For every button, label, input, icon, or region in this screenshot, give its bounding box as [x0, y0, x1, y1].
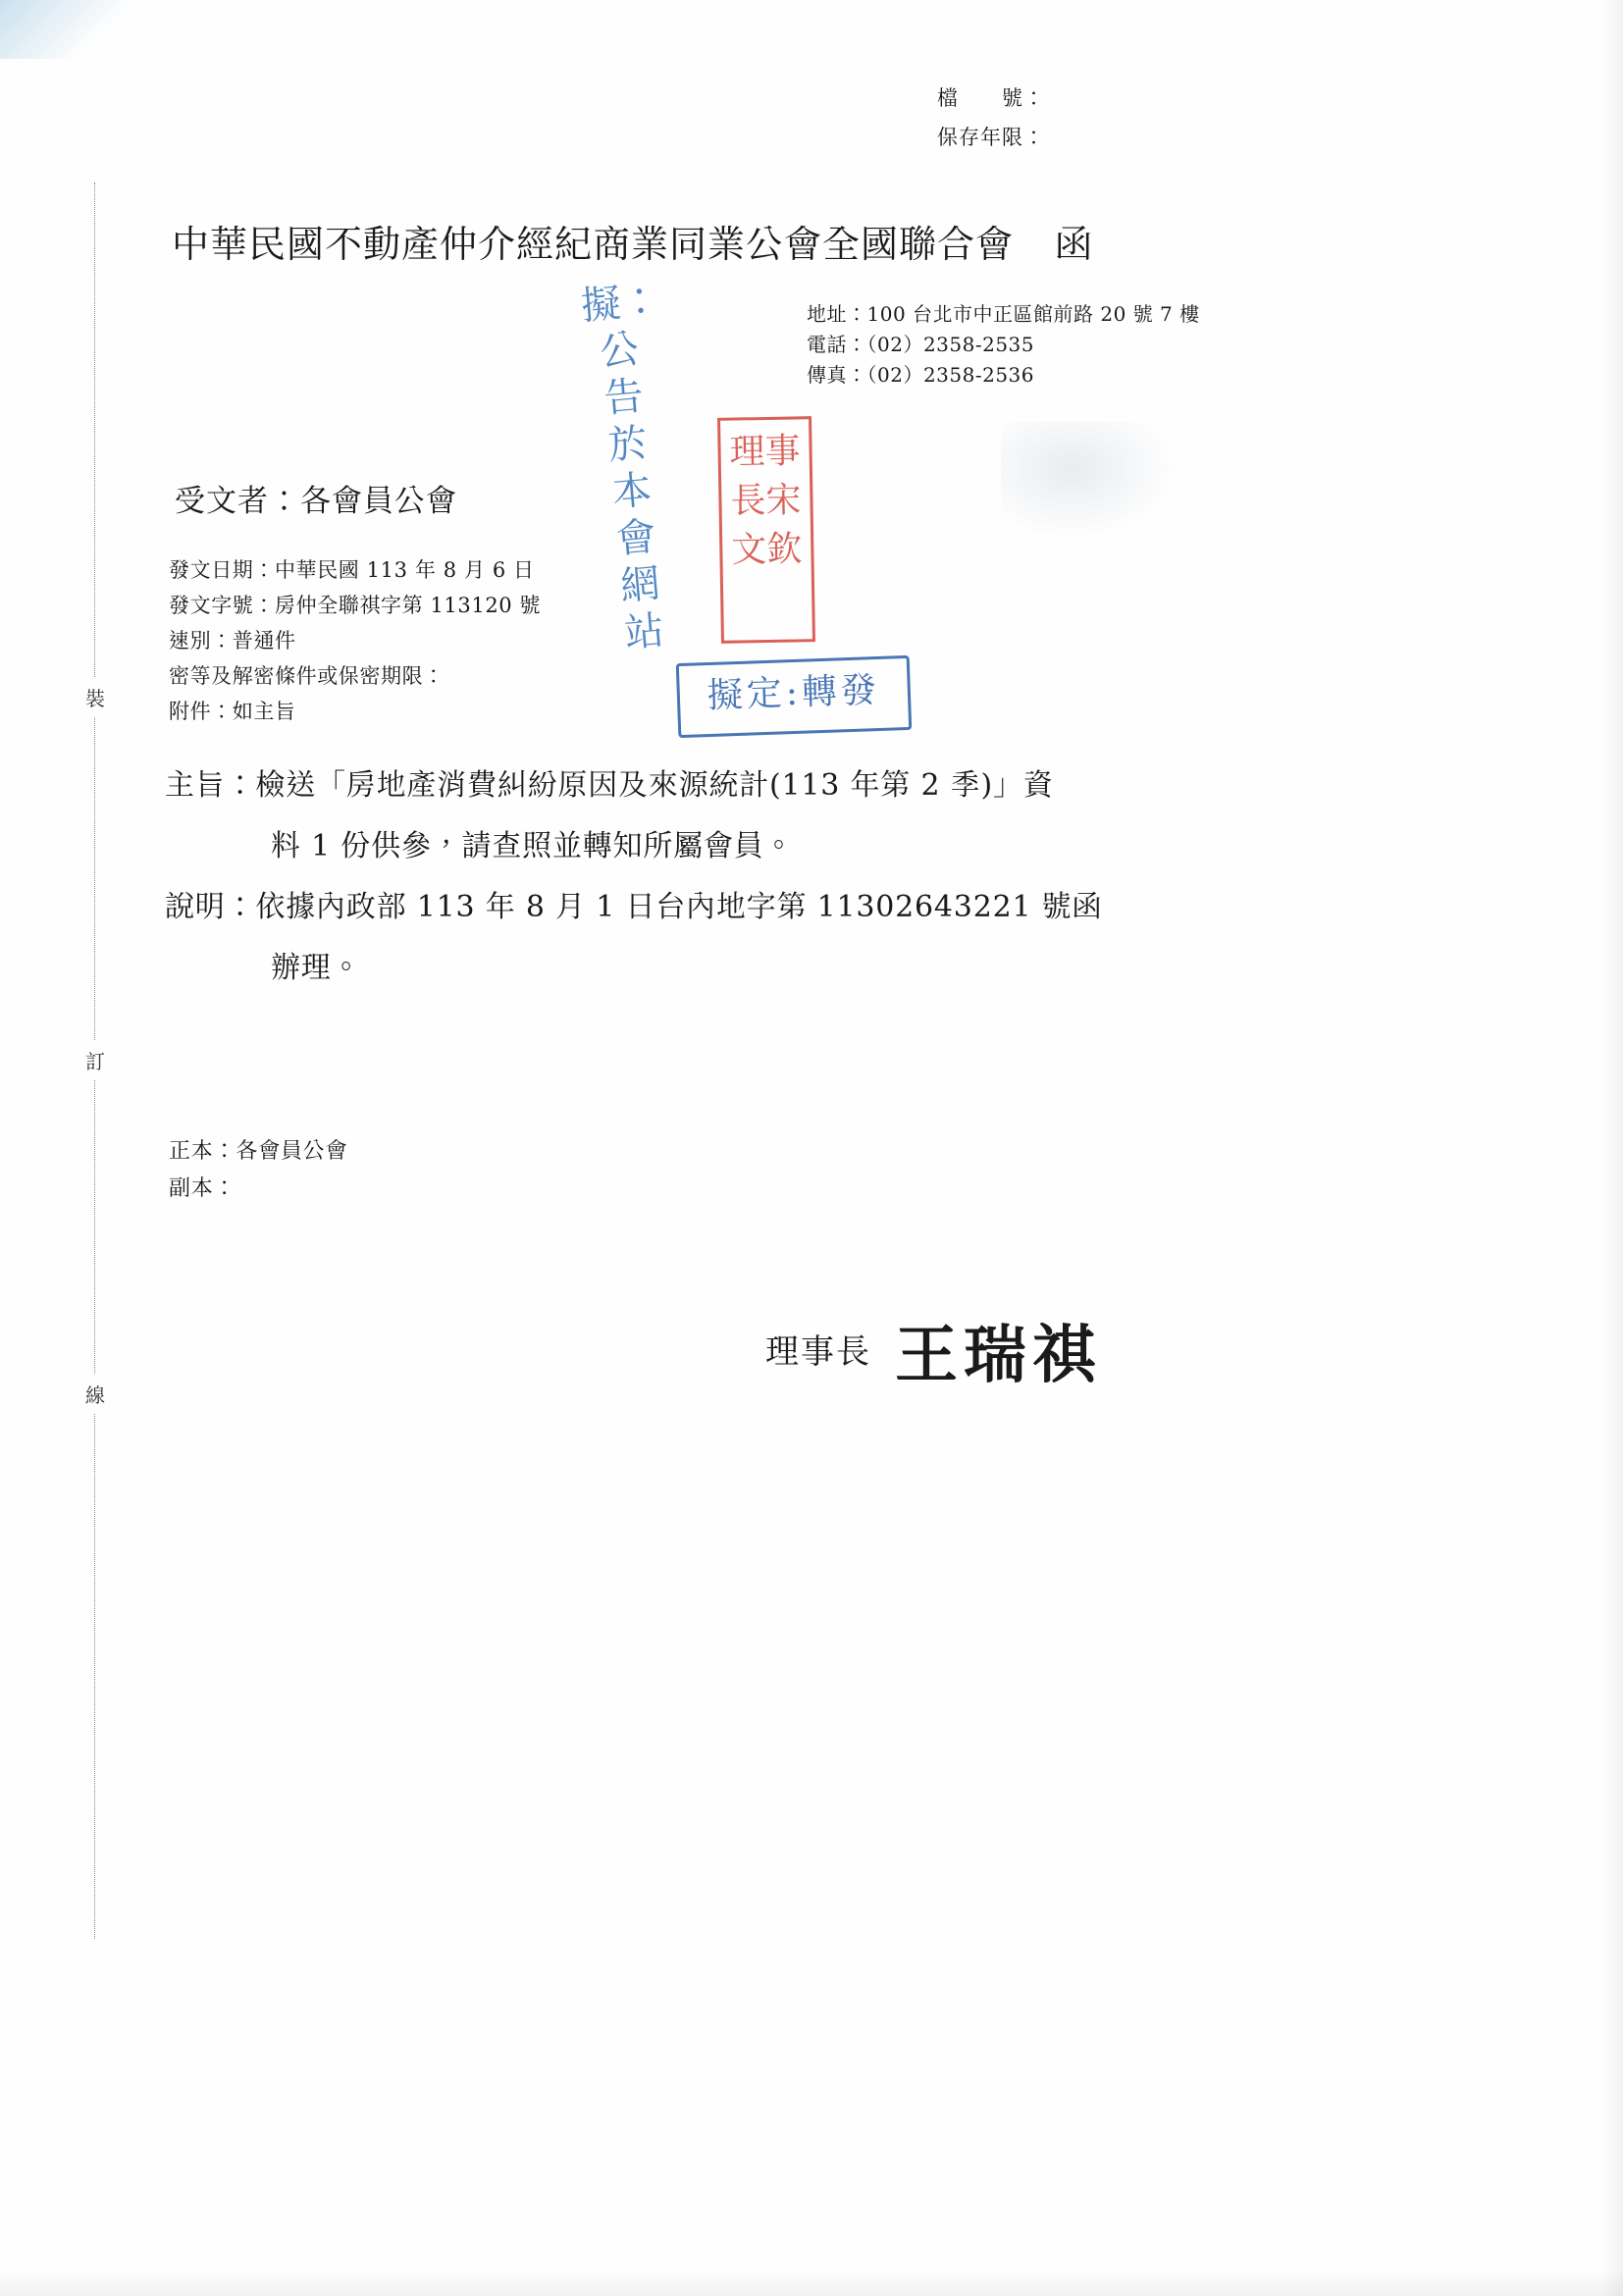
- phone-line: 電話：（02）2358-2535: [807, 333, 1035, 356]
- confidentiality: 密等及解密條件或保密期限：: [169, 664, 445, 688]
- document-type: 函: [1055, 223, 1094, 266]
- recipient-row: [175, 476, 457, 520]
- distribution-copy: 副本：: [169, 1176, 236, 1201]
- document-meta: [169, 552, 541, 729]
- distribution-list: [169, 1133, 347, 1208]
- binding-mark-1: 裝: [80, 677, 110, 717]
- signature-block: [765, 1305, 1101, 1395]
- page-edge-shadow-bottom: [0, 2270, 1623, 2296]
- red-seal-stamp: [717, 416, 815, 644]
- archive-fields: [937, 78, 1045, 157]
- archive-number-label: 檔 號：: [937, 86, 1045, 110]
- scan-smudge: [1001, 422, 1178, 540]
- subject-line-1: 檢送「房地產消費糾紛原因及來源統計(113 年第 2 季)」資: [255, 768, 1054, 803]
- archive-number-row: [937, 78, 1045, 118]
- attachment: 附件：如主旨: [169, 700, 296, 723]
- red-seal-text: 理事長宋文欽: [729, 431, 803, 571]
- explanation-line-1: 依據內政部 113 年 8 月 1 日台內地字第 11302643221 號函: [255, 890, 1103, 924]
- retention-period-label: 保存年限：: [937, 126, 1045, 149]
- binding-mark-2: 訂: [80, 1040, 110, 1080]
- speed-class: 速別：普通件: [169, 629, 296, 652]
- fax-line: 傳真：（02）2358-2536: [807, 363, 1035, 387]
- blue-approval-stamp: [676, 655, 913, 738]
- handwritten-note-stamp: [579, 278, 680, 659]
- scan-artifact-corner: [0, 0, 137, 59]
- explanation-section: [165, 877, 1352, 999]
- handwritten-note-text: 擬：公告於本會網站: [579, 277, 666, 657]
- recipient-label: 受文者：: [175, 484, 300, 519]
- page-title: [172, 214, 1093, 268]
- blue-approval-text: 擬定:轉發: [707, 669, 881, 717]
- document-number: 發文字號：房仲全聯祺字第 113120 號: [169, 594, 542, 617]
- contact-info: [807, 299, 1200, 391]
- explanation-line-2: 辦理。: [271, 951, 362, 985]
- issue-date: 發文日期：中華民國 113 年 8 月 6 日: [169, 558, 535, 582]
- signature-title: 理事長: [765, 1332, 871, 1372]
- subject-section: [165, 756, 1352, 877]
- subject-label: 主旨：: [165, 768, 256, 803]
- address-line: 地址：100 台北市中正區館前路 20 號 7 樓: [807, 302, 1200, 326]
- organization-name: 中華民國不動產仲介經紀商業同業公會全國聯合會: [172, 223, 1015, 266]
- signature-name: 王瑞祺: [895, 1319, 1101, 1392]
- document-body: [165, 756, 1352, 999]
- recipient-value: 各會員公會: [300, 484, 457, 519]
- page-edge-shadow-right: [1601, 0, 1623, 2296]
- explanation-label: 說明：: [165, 890, 256, 924]
- subject-line-2: 料 1 份供參，請查照並轉知所屬會員。: [271, 829, 795, 863]
- binding-mark-3: 線: [80, 1374, 110, 1414]
- retention-period-row: [937, 118, 1045, 157]
- distribution-original: 正本：各會員公會: [169, 1139, 348, 1164]
